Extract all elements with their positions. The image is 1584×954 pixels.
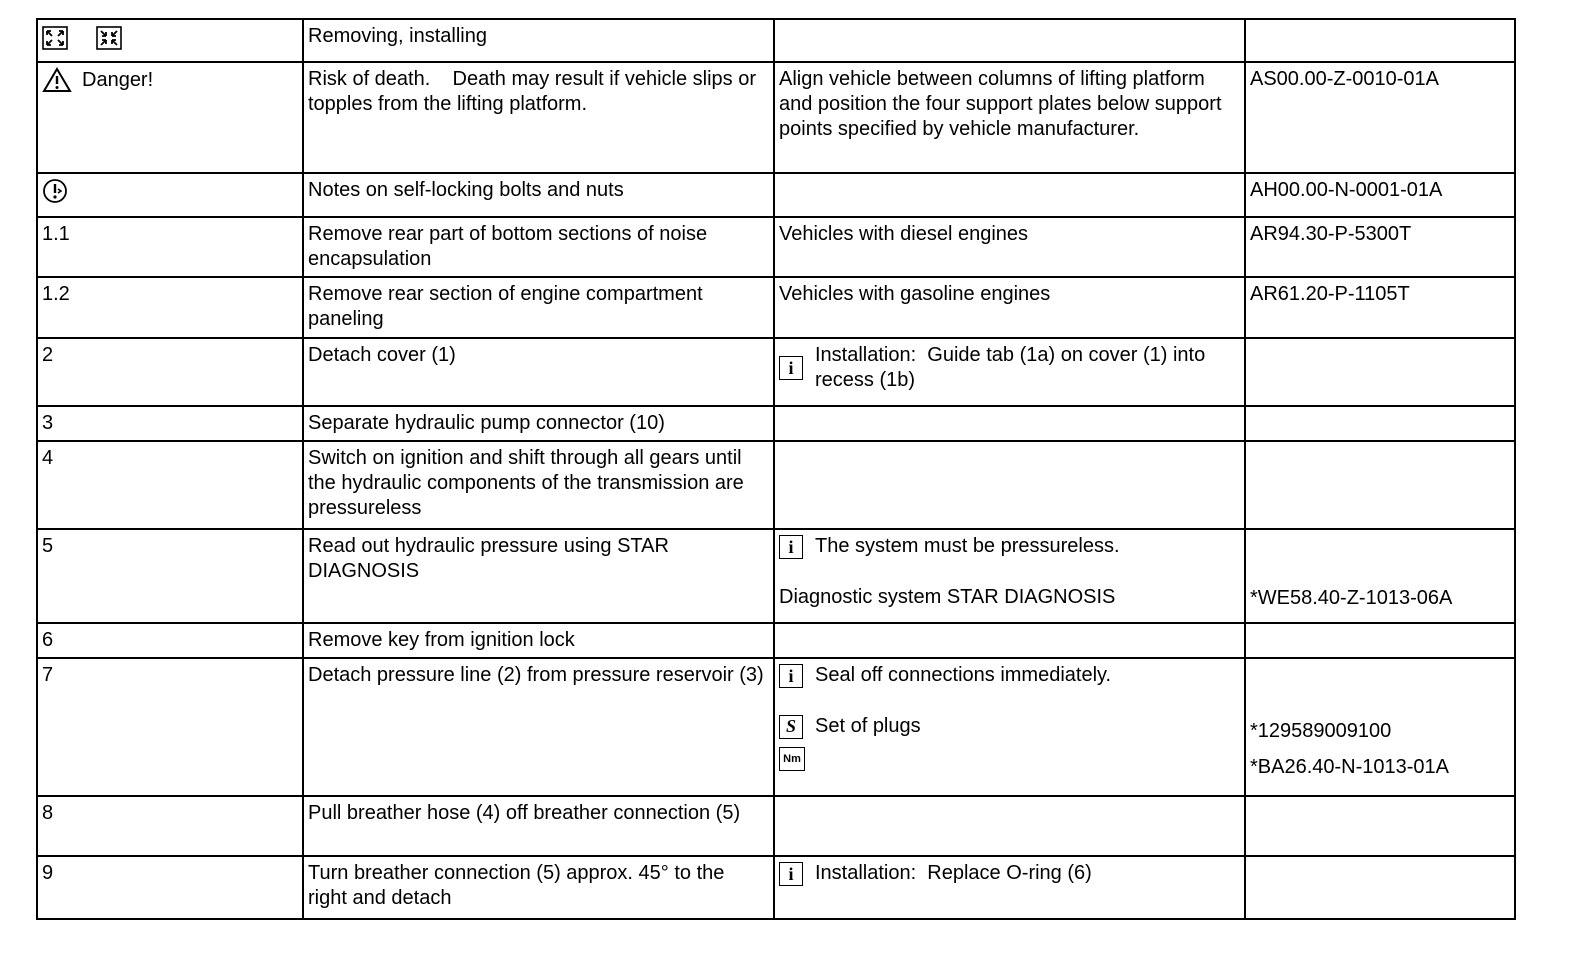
step-ref[interactable]: *WE58.40-Z-1013-06A xyxy=(1250,587,1453,609)
table-row xyxy=(37,338,1515,406)
step-ref[interactable]: AR61.20-P-1105T xyxy=(1245,277,1515,338)
step-text: Pull breather hose (4) off breather connection (5) xyxy=(303,796,774,856)
table-row xyxy=(37,441,1515,529)
table-row xyxy=(37,529,1515,623)
info-label: Installation: xyxy=(815,862,917,884)
danger-label: Danger! xyxy=(82,68,154,91)
step-text: Remove rear section of engine compartment paneling xyxy=(303,277,774,338)
info-icon: i xyxy=(779,862,803,886)
header-row xyxy=(37,19,1515,62)
step-number: 5 xyxy=(37,529,303,623)
step-number: 8 xyxy=(37,796,303,856)
note-row xyxy=(37,173,1515,217)
info-text: Replace O-ring (6) xyxy=(927,862,1092,884)
step-text: Remove key from ignition lock xyxy=(303,623,774,658)
note-text: Notes on self-locking bolts and nuts xyxy=(303,173,774,217)
step-ref[interactable]: AR94.30-P-5300T xyxy=(1245,217,1515,277)
info-label: Installation: xyxy=(815,344,917,366)
step-text: Detach cover (1) xyxy=(303,338,774,406)
step-note: Vehicles with diesel engines xyxy=(774,217,1245,277)
table-row xyxy=(37,856,1515,919)
info-text: Seal off connections immediately. xyxy=(815,664,1112,686)
step-text: Separate hydraulic pump connector (10) xyxy=(303,406,774,441)
step-number: 1.2 xyxy=(37,277,303,338)
step-number: 9 xyxy=(37,856,303,919)
step-note: Vehicles with gasoline engines xyxy=(774,277,1245,338)
table-row xyxy=(37,658,1515,796)
step-text: Detach pressure line (2) from pressure reservoir (3) xyxy=(303,658,774,796)
header-icons-cell xyxy=(37,19,303,62)
collapse-arrows-icon[interactable] xyxy=(42,26,68,50)
danger-risk: Risk of death. xyxy=(308,68,431,90)
procedure-table xyxy=(36,18,1516,920)
step-text: Remove rear part of bottom sections of noise encapsulation xyxy=(303,217,774,277)
step-text: Switch on ignition and shift through all gears until the hydraulic components of the transmission are pressureless xyxy=(303,441,774,529)
info-text: The system must be pressureless. xyxy=(815,535,1120,557)
info-icon: i xyxy=(779,535,803,559)
table-row xyxy=(37,796,1515,856)
step-number: 3 xyxy=(37,406,303,441)
torque-ref[interactable]: *BA26.40-N-1013-01A xyxy=(1250,756,1450,778)
note-ref: AH00.00-N-0001-01A xyxy=(1245,173,1515,217)
danger-ref: AS00.00-Z-0010-01A xyxy=(1245,62,1515,173)
info-text: Guide tab (1a) on cover (1) into recess (1b) xyxy=(815,344,1206,391)
step-text: Read out hydraulic pressure using STAR DIAGNOSIS xyxy=(303,529,774,623)
expand-arrows-icon[interactable] xyxy=(96,26,122,50)
tool-text: Set of plugs xyxy=(815,715,921,737)
table-row xyxy=(37,406,1515,441)
table-row xyxy=(37,623,1515,658)
step-number: 4 xyxy=(37,441,303,529)
table-row xyxy=(37,277,1515,338)
step-number: 2 xyxy=(37,338,303,406)
danger-measure: Align vehicle between columns of lifting platform and position the four support plates below support points specified by vehicle manufacturer. xyxy=(774,62,1245,173)
info-icon: i xyxy=(779,664,803,688)
danger-row xyxy=(37,62,1515,173)
step-number: 1.1 xyxy=(37,217,303,277)
info-icon: i xyxy=(779,356,803,380)
step-number: 6 xyxy=(37,623,303,658)
table-row xyxy=(37,217,1515,277)
header-title: Removing, installing xyxy=(303,19,774,62)
note-circle-icon xyxy=(42,178,297,204)
danger-text: Death may result if vehicle slips or topples from the lifting platform. xyxy=(308,68,756,115)
torque-icon[interactable]: Nm xyxy=(779,747,805,771)
step-number: 7 xyxy=(37,658,303,796)
warning-triangle-icon xyxy=(42,67,72,93)
step-text: Turn breather connection (5) approx. 45° to the right and detach xyxy=(303,856,774,919)
diagnosis-text: Diagnostic system STAR DIAGNOSIS xyxy=(779,586,1116,608)
tool-ref[interactable]: *129589009100 xyxy=(1250,720,1392,742)
tool-icon: S xyxy=(779,715,803,739)
